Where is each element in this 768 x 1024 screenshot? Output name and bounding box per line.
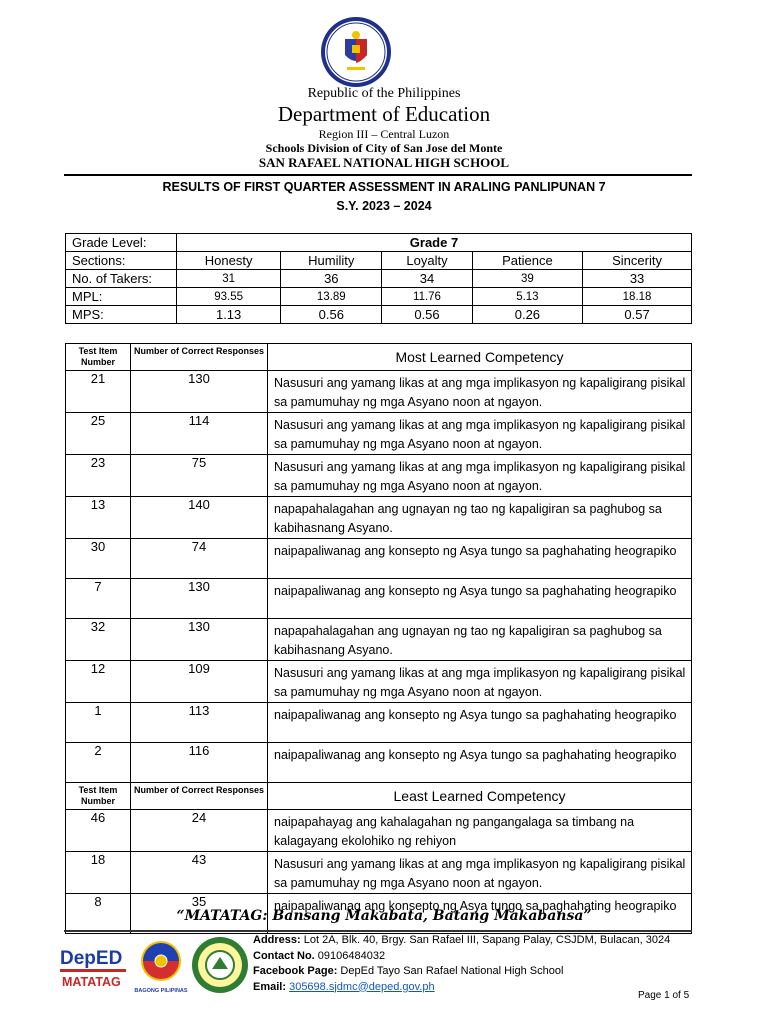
item-number: 21 — [66, 371, 131, 413]
address-line — [253, 933, 670, 949]
contact-line — [253, 949, 670, 965]
takers-value: 33 — [583, 270, 692, 288]
sections-row — [66, 252, 692, 270]
section-name: Honesty — [177, 252, 281, 270]
competency-text: Nasusuri ang yamang likas at ang mga implikasyon ng kapaligirang pisikal sa pamumuhay ng mga Asyano noon at ngayon. — [268, 661, 692, 703]
takers-value: 31 — [177, 270, 281, 288]
summary-table — [65, 233, 692, 324]
bagong-pilipinas-text: BAGONG PILIPINAS — [134, 988, 188, 994]
correct-count: 116 — [131, 743, 268, 783]
grade-row — [66, 234, 692, 252]
table-row — [66, 413, 692, 455]
takers-label: No. of Takers: — [66, 270, 177, 288]
mps-label: MPS: — [66, 306, 177, 324]
competency-text: napapahalagahan ang ugnayan ng tao ng kapaligiran sa paghubog sa kabihasnang Asyano. — [268, 497, 692, 539]
mpl-value: 5.13 — [472, 288, 582, 306]
section-name: Humility — [281, 252, 382, 270]
document-title: RESULTS OF FIRST QUARTER ASSESSMENT IN ARALING PANLIPUNAN 7 — [162, 180, 606, 194]
correct-count: 114 — [131, 413, 268, 455]
item-number: 30 — [66, 539, 131, 579]
correct-count: 43 — [131, 852, 268, 894]
section-name: Sincerity — [583, 252, 692, 270]
takers-row — [66, 270, 692, 288]
table-row — [66, 497, 692, 539]
school-name: SAN RAFAEL NATIONAL HIGH SCHOOL — [258, 155, 510, 170]
mpl-value: 18.18 — [583, 288, 692, 306]
facebook-label: Facebook Page: — [253, 965, 338, 977]
item-number: 23 — [66, 455, 131, 497]
school-seal-logo — [190, 935, 250, 995]
correct-count: 130 — [131, 619, 268, 661]
competency-text: naipapaliwanag ang konsepto ng Asya tungo sa paghahating heograpiko — [268, 743, 692, 783]
mpl-value: 93.55 — [177, 288, 281, 306]
mps-value: 0.57 — [583, 306, 692, 324]
item-number: 8 — [66, 894, 131, 934]
section-name: Loyalty — [382, 252, 472, 270]
item-number: 18 — [66, 852, 131, 894]
correct-count: 24 — [131, 810, 268, 852]
takers-value: 34 — [382, 270, 472, 288]
table-row — [66, 619, 692, 661]
correct-count: 140 — [131, 497, 268, 539]
mpl-label: MPL: — [66, 288, 177, 306]
bagong-pilipinas-logo — [133, 937, 189, 995]
test-item-header: Test Item Number — [66, 344, 131, 371]
competency-text: naipapaliwanag ang konsepto ng Asya tungo sa paghahating heograpiko — [268, 539, 692, 579]
matatag-logo-text: MATATAG — [62, 975, 121, 989]
takers-value: 39 — [472, 270, 582, 288]
most-learned-heading: Most Learned Competency — [268, 344, 692, 371]
competency-text: naipapahayag ang kahalagahan ng pangangalaga sa timbang na kalagayang ekolohiko ng rehiyon — [268, 810, 692, 852]
deped-matatag-logo — [60, 940, 126, 990]
competency-text: napapahalagahan ang ugnayan ng tao ng kapaligiran sa paghubog sa kabihasnang Asyano. — [268, 619, 692, 661]
division-line: Schools Division of City of San Jose del Monte — [265, 141, 503, 155]
competency-text: Nasusuri ang yamang likas at ang mga implikasyon ng kapaligirang pisikal sa pamumuhay ng mga Asyano noon at ngayon. — [268, 852, 692, 894]
grade-label: Grade Level: — [66, 234, 177, 252]
contact-block — [253, 933, 670, 995]
competency-text: naipapaliwanag ang konsepto ng Asya tungo sa paghahating heograpiko — [268, 579, 692, 619]
table-row — [66, 661, 692, 703]
competency-text: Nasusuri ang yamang likas at ang mga implikasyon ng kapaligirang pisikal sa pamumuhay ng mga Asyano noon at ngayon. — [268, 455, 692, 497]
correct-responses-header: Number of Correct Responses — [131, 783, 268, 810]
contact-label: Contact No. — [253, 949, 315, 962]
motto: “MATATAG: Bansang Makabata, Batang Makabansa” — [176, 908, 592, 924]
contact-number: 09106484032 — [317, 949, 386, 962]
least-learned-heading: Least Learned Competency — [268, 783, 692, 810]
republic-line: Republic of the Philippines — [307, 86, 461, 101]
mpl-value: 11.76 — [382, 288, 472, 306]
footer-divider — [64, 930, 692, 932]
deped-seal-logo — [319, 15, 393, 89]
region-line: Region III – Central Luzon — [318, 127, 450, 141]
grade-value: Grade 7 — [177, 234, 692, 252]
department-name: Department of Education — [277, 102, 491, 126]
mps-value: 0.56 — [382, 306, 472, 324]
mpl-value: 13.89 — [281, 288, 382, 306]
table-row — [66, 455, 692, 497]
correct-count: 35 — [131, 894, 268, 934]
most-header-row — [66, 344, 692, 371]
table-row — [66, 852, 692, 894]
item-number: 32 — [66, 619, 131, 661]
email-line — [253, 980, 670, 996]
correct-count: 75 — [131, 455, 268, 497]
deped-logo-text: DepED — [60, 948, 123, 969]
email-link[interactable]: 305698.sjdmc@deped.gov.ph — [289, 980, 435, 993]
test-item-header: Test Item Number — [66, 783, 131, 810]
facebook-line — [253, 964, 670, 980]
least-header-row — [66, 783, 692, 810]
table-row — [66, 743, 692, 783]
takers-value: 36 — [281, 270, 382, 288]
item-number: 2 — [66, 743, 131, 783]
item-number: 13 — [66, 497, 131, 539]
mps-value: 0.56 — [281, 306, 382, 324]
competency-text: Nasusuri ang yamang likas at ang mga implikasyon ng kapaligirang pisikal sa pamumuhay ng mga Asyano noon at ngayon. — [268, 371, 692, 413]
table-row — [66, 703, 692, 743]
address-text: Lot 2A, Blk. 40, Brgy. San Rafael III, Sapang Palay, CSJDM, Bulacan, 3024 — [303, 934, 671, 946]
competency-text: naipapaliwanag ang konsepto ng Asya tungo sa paghahating heograpiko — [268, 703, 692, 743]
correct-count: 74 — [131, 539, 268, 579]
correct-count: 113 — [131, 703, 268, 743]
mps-value: 0.26 — [472, 306, 582, 324]
page-number: Page 1 of 5 — [638, 990, 690, 1001]
table-row — [66, 371, 692, 413]
table-row — [66, 810, 692, 852]
table-row — [66, 579, 692, 619]
competency-text: naipapaliwanag ang konsepto ng Asya tungo sa paghahating heograpiko — [268, 894, 692, 934]
header-divider — [64, 174, 692, 176]
table-row — [66, 539, 692, 579]
school-year: S.Y. 2023 – 2024 — [336, 199, 432, 213]
correct-count: 130 — [131, 371, 268, 413]
sections-label: Sections: — [66, 252, 177, 270]
correct-count: 130 — [131, 579, 268, 619]
correct-responses-header: Number of Correct Responses — [131, 344, 268, 371]
email-label: Email: — [253, 980, 287, 993]
competency-table — [65, 343, 692, 934]
item-number: 1 — [66, 703, 131, 743]
item-number: 12 — [66, 661, 131, 703]
item-number: 7 — [66, 579, 131, 619]
competency-text: Nasusuri ang yamang likas at ang mga implikasyon ng kapaligirang pisikal sa pamumuhay ng mga Asyano noon at ngayon. — [268, 413, 692, 455]
address-label: Address: — [253, 934, 301, 946]
correct-count: 109 — [131, 661, 268, 703]
item-number: 46 — [66, 810, 131, 852]
mps-value: 1.13 — [177, 306, 281, 324]
facebook-page: DepEd Tayo San Rafael National High School — [340, 965, 564, 977]
section-name: Patience — [472, 252, 582, 270]
mps-row — [66, 306, 692, 324]
mpl-row — [66, 288, 692, 306]
item-number: 25 — [66, 413, 131, 455]
